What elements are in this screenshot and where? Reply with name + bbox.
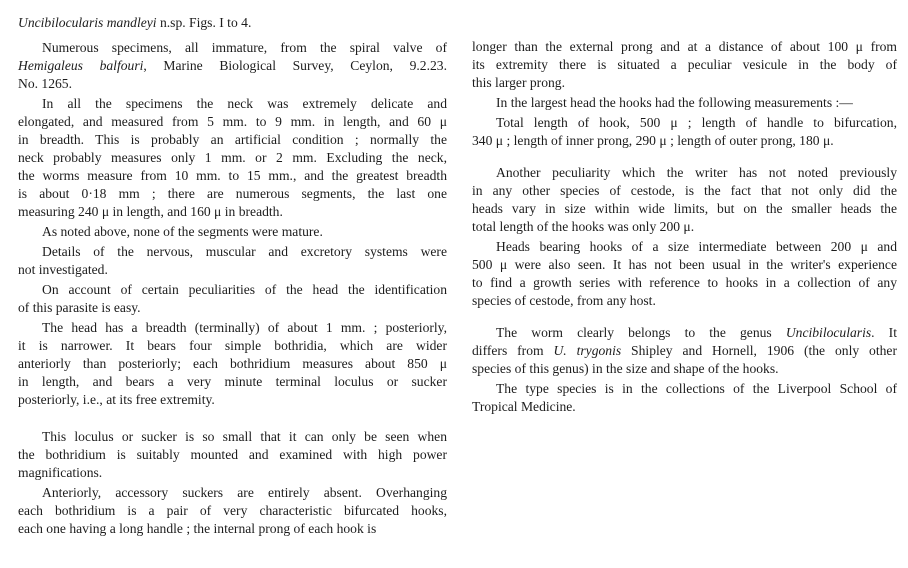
species-heading: Uncibilocularis mandleyi n.sp. Figs. I to 4. bbox=[18, 15, 252, 30]
paragraph-gap bbox=[472, 312, 897, 324]
paragraph bbox=[472, 324, 897, 378]
text-line: magnifications. bbox=[18, 465, 103, 480]
text-line: Tropical Medicine. bbox=[472, 399, 576, 414]
text-line: not investigated. bbox=[18, 262, 108, 277]
text-line: is about 0·18 mm ; there are numerous segments, the last one bbox=[18, 186, 447, 201]
paragraph bbox=[18, 484, 447, 538]
text-line: Another peculiarity which the writer has not noted previously bbox=[496, 165, 897, 180]
italic-term: Uncibilocularis mandleyi bbox=[18, 15, 157, 30]
text-line: The worm clearly belongs to the genus Uncibilocularis. It bbox=[496, 325, 897, 340]
text-line: Hemigaleus balfouri, Marine Biological Survey, Ceylon, 9.2.23. bbox=[18, 58, 447, 73]
text-line: As noted above, none of the segments were mature. bbox=[42, 224, 323, 239]
paragraph bbox=[18, 428, 447, 482]
italic-term: U. trygonis bbox=[553, 343, 622, 358]
text-line: Total length of hook, 500 μ ; length of handle to bifurcation, bbox=[496, 115, 897, 130]
paragraph bbox=[18, 281, 447, 317]
text-line: in any other species of cestode, is the fact that not only did the bbox=[472, 183, 897, 198]
paragraph bbox=[472, 114, 897, 150]
right-column bbox=[472, 38, 897, 418]
text-line: in breadth. This is probably an artificial condition ; normally the bbox=[18, 132, 447, 147]
paragraph-gap bbox=[472, 152, 897, 164]
text-line: The head has a breadth (terminally) of about 1 mm. ; posteriorly, bbox=[42, 320, 447, 335]
text-line: anteriorly than posteriorly; each bothridium measures about 850 μ bbox=[18, 356, 447, 371]
text-line: heads vary in size within wide limits, but on the smaller heads the bbox=[472, 201, 897, 216]
text-line: differs from U. trygonis Shipley and Hornell, 1906 (the only other bbox=[472, 343, 897, 358]
text-line: In all the specimens the neck was extremely delicate and bbox=[42, 96, 447, 111]
text-line: neck probably measures only 1 mm. or 2 mm. Excluding the neck, bbox=[18, 150, 447, 165]
text-line: Numerous specimens, all immature, from the spiral valve of bbox=[42, 40, 447, 55]
paragraph bbox=[18, 223, 447, 241]
text-line: to find a growth series with reference to hooks in a collection of any bbox=[472, 275, 897, 290]
text-line: measuring 240 μ in length, and 160 μ in breadth. bbox=[18, 204, 283, 219]
text-line: On account of certain peculiarities of the head the identification bbox=[42, 282, 447, 297]
paragraph bbox=[18, 319, 447, 409]
text-line: the bothridium is suitably mounted and examined with high power bbox=[18, 447, 447, 462]
paragraph bbox=[472, 238, 897, 310]
text-line: this larger prong. bbox=[472, 75, 565, 90]
text-line: each one having a long handle ; the internal prong of each hook is bbox=[18, 521, 377, 536]
text-line: No. 1265. bbox=[18, 76, 72, 91]
text-line: elongated, and measured from 5 mm. to 9 mm. in length, and 60 μ bbox=[18, 114, 447, 129]
paragraph bbox=[472, 164, 897, 236]
text-line: the worms measure from 10 mm. to 15 mm., and the greatest breadth bbox=[18, 168, 447, 183]
text-line: its extremity there is situated a peculiar vesicule in the body of bbox=[472, 57, 897, 72]
text-line: 500 μ were also seen. It has not been usual in the writer's experience bbox=[472, 257, 897, 272]
text-line: Details of the nervous, muscular and excretory systems were bbox=[42, 244, 447, 259]
left-column-bottom bbox=[18, 428, 447, 540]
text-line: longer than the external prong and at a distance of about 100 μ from bbox=[472, 39, 897, 54]
left-bottom-paragraphs bbox=[18, 428, 447, 538]
left-top-paragraphs bbox=[18, 39, 447, 409]
paragraph bbox=[18, 39, 447, 93]
text-line: The type species is in the collections of the Liverpool School of bbox=[496, 381, 897, 396]
paragraph bbox=[18, 243, 447, 279]
left-column-top bbox=[18, 13, 447, 411]
text-line: Heads bearing hooks of a size intermediate between 200 μ and bbox=[496, 239, 897, 254]
text-line: 340 μ ; length of inner prong, 290 μ ; length of outer prong, 180 μ. bbox=[472, 133, 834, 148]
paragraph bbox=[472, 380, 897, 416]
text-line: of this parasite is easy. bbox=[18, 300, 141, 315]
text-line: In the largest head the hooks had the following measurements :— bbox=[496, 95, 853, 110]
text-line: in length, and bears a very minute terminal loculus or sucker bbox=[18, 374, 447, 389]
text-line: it is narrower. It bears four simple bothridia, which are wider bbox=[18, 338, 447, 353]
text-line: species of this genus) in the size and shape of the hooks. bbox=[472, 361, 779, 376]
paragraph bbox=[472, 38, 897, 92]
text-line: total length of the hooks was only 200 μ. bbox=[472, 219, 695, 234]
text-line: species of cestode, from any host. bbox=[472, 293, 656, 308]
paragraph bbox=[18, 95, 447, 221]
paragraph bbox=[472, 94, 897, 112]
italic-term: Uncibilocularis bbox=[785, 325, 872, 340]
text-line: Anteriorly, accessory suckers are entirely absent. Overhanging bbox=[42, 485, 447, 500]
text-line: This loculus or sucker is so small that it can only be seen when bbox=[42, 429, 447, 444]
right-paragraphs bbox=[472, 38, 897, 416]
text-line: posteriorly, i.e., at its free extremity. bbox=[18, 392, 215, 407]
text-line: each bothridium is a pair of very characteristic bifurcated hooks, bbox=[18, 503, 447, 518]
italic-term: Hemigaleus balfouri bbox=[18, 58, 144, 73]
